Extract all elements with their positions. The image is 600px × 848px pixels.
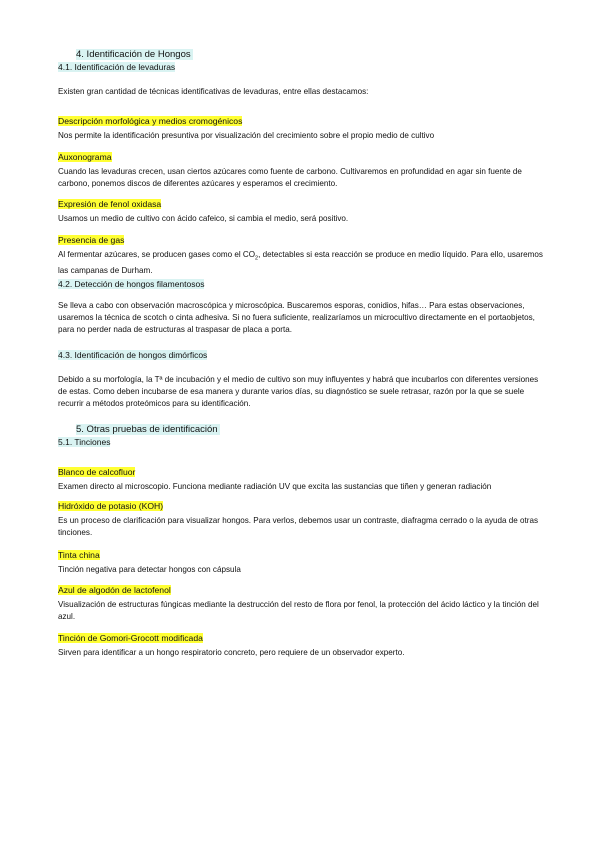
section-4-heading-text: 4. Identificación de Hongos <box>76 49 191 60</box>
technique-text-part: Al fermentar azúcares, se producen gases como el CO <box>58 250 256 259</box>
stain-text: Examen directo al microscopio. Funciona mediante radiación UV que excita las sustancias que tiñen y generan radiación <box>58 482 492 491</box>
filamentous-paragraph: Se lleva a cabo con observación macroscópica y microscópica. Buscaremos esporas, conidios, hifas… Para estas observaciones, usaremos la técnica de scotch o cinta adhesiva. Si no fuera suficiente, realizaríamos un microcultivo directamente en el portaobjetos, para no perder nada de estructuras al traspasar de placa a porta. <box>58 301 535 334</box>
technique-label: Auxonograma <box>58 152 112 162</box>
stain-text: Tinción negativa para detectar hongos con cápsula <box>58 565 241 574</box>
technique-item <box>58 194 548 225</box>
subsection-4-2-title: 4.2. Detección de hongos filamentosos <box>58 279 205 289</box>
section-5-heading-text: 5. Otras pruebas de identificación <box>76 424 218 435</box>
stain-label: Tinción de Gomori-Grocott modificada <box>58 633 203 643</box>
stain-label: Azul de algodón de lactofenol <box>58 585 171 595</box>
subsection-5-1-title: 5.1. Tinciones <box>58 437 111 447</box>
section-4-heading <box>58 49 566 60</box>
subsection-5-1-heading <box>58 437 548 447</box>
subsection-4-3-heading <box>58 350 548 360</box>
dimorphic-paragraph: Debido a su morfología, la Tª de incubación y el medio de cultivo son muy influyentes y habrá que incubarlos con diferentes versiones de estas. Como deben incubarse de esa manera y durante varios días, su diagnóstico se suele retrasar, razón por la que se suele recurrir a métodos proteómicos para su identificación. <box>58 375 539 408</box>
section-5-heading <box>58 424 566 435</box>
stain-text: Visualización de estructuras fúngicas mediante la destrucción del resto de flora por fenol, la protección del ácido láctico y la tinción del azul. <box>58 600 539 621</box>
technique-text: Usamos un medio de cultivo con ácido cafeico, si cambia el medio, será positivo. <box>58 214 349 223</box>
subsection-4-1-heading <box>58 62 548 72</box>
subsection-4-2-heading <box>58 279 548 289</box>
stain-text: Sirven para identificar a un hongo respiratorio concreto, pero requiere de un observador experto. <box>58 648 405 657</box>
stain-item <box>58 545 548 576</box>
technique-label: Presencia de gas <box>58 235 125 245</box>
stain-item <box>58 496 548 539</box>
subscript-2: 2 <box>255 255 259 262</box>
stain-item <box>58 580 548 623</box>
intro-paragraph: Existen gran cantidad de técnicas identificativas de levaduras, entre ellas destacamos: <box>58 87 369 96</box>
subsection-4-3-title: 4.3. Identificación de hongos dimórficos <box>58 350 208 360</box>
technique-item <box>58 111 548 142</box>
technique-text: Nos permite la identificación presuntiva por visualización del crecimiento sobre el propio medio de cultivo <box>58 131 435 140</box>
subsection-4-1-title: 4.1. Identificación de levaduras <box>58 62 176 72</box>
stain-item <box>58 462 548 493</box>
stain-text: Es un proceso de clarificación para visualizar hongos. Para verlos, debemos usar un contraste, diafragma cerrado o la ayuda de otras tinciones. <box>58 516 539 537</box>
technique-text: Cuando las levaduras crecen, usan ciertos azúcares como fuente de carbono. Cultivaremos en profundidad en agar sin fuente de carbono, ponemos discos de diferentes azúcares y esperamos el crecimiento. <box>58 167 522 188</box>
technique-item <box>58 230 548 277</box>
stain-item <box>58 628 548 659</box>
technique-label: Descripción morfológica y medios cromogénicos <box>58 116 243 126</box>
technique-label: Expresión de fenol oxidasa <box>58 199 162 209</box>
stain-label: Blanco de calcofluor <box>58 467 136 477</box>
stain-label: Tinta china <box>58 550 100 560</box>
stain-label: Hidróxido de potasio (KOH) <box>58 501 164 511</box>
technique-text <box>58 249 548 277</box>
technique-item <box>58 147 548 190</box>
technique-text-part: , detectables si esta reacción se produce en medio líquido. Para ello, usaremos las campanas de Durham. <box>58 250 543 275</box>
